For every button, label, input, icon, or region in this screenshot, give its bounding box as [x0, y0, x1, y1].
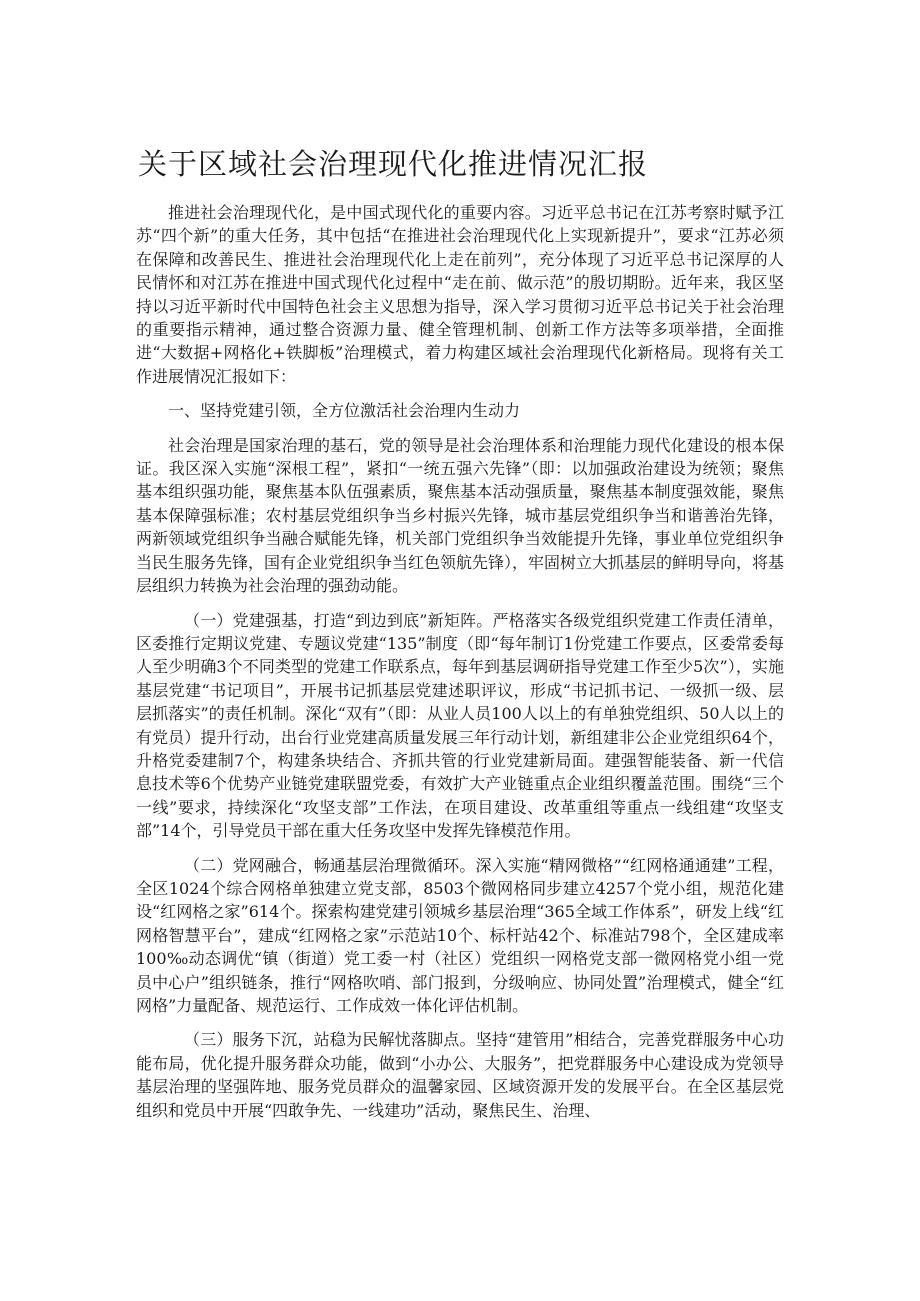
subsection-paragraph-2: （二）党网融合，畅通基层治理微循环。深入实施“精网微格”“红网格通通建”工程，全区1024个综合网格单独建立党支部，8503个微网格同步建立4257个党小组，规范化建设“红网格之家”614个。探索构建党建引领城乡基层治理“365全域工作体系”，研发上线“红网格智慧平台”，建成“红网格之家”示范站10个、标杆站42个、标准站798个，全区建成率100‰动态调优“镇（街道）党工委一村（社区）党组织一网格党支部一微网格党小组一党员中心户”组织链条，推行“网格吹哨、部门报到，分级响应、协同处置”治理模式，健全“红网格”力量配备、规范运行、工作成效一体化评估机制。: [136, 855, 784, 1015]
section-heading: 一、坚持党建引领，全方位激活社会治理内生动力: [168, 401, 521, 421]
document-body: [136, 201, 784, 1122]
document-title: 关于区域社会治理现代化推进情况汇报: [138, 147, 649, 181]
intro-paragraph: 推进社会治理现代化，是中国式现代化的重要内容。习近平总书记在江苏考察时赋予江苏“四个新”的重大任务，其中包括“在推进社会治理现代化上实现新提升”，要求“江苏必须在保障和改善民生、推进社会治理现代化上走在前列”，充分体现了习近平总书记深厚的人民情怀和对江苏在推进中国式现代化过程中“走在前、做示范”的殷切期盼。近年来，我区坚持以习近平新时代中国特色社会主义思想为指导，深入学习贯彻习近平总书记关于社会治理的重要指示精神，通过整合资源力量、健全管理机制、创新工作方法等多项举措，全面推进“大数据+网格化+铁脚板”治理模式，着力构建区域社会治理现代化新格局。现将有关工作进展情况汇报如下：: [136, 203, 784, 386]
section-paragraph: 社会治理是国家治理的基石，党的领导是社会治理体系和治理能力现代化建设的根本保证。我区深入实施“深根工程”，紧扣“一统五强六先锋”（即：以加强政治建设为统领；聚焦基本组织强功能，聚焦基本队伍强素质，聚焦基本活动强质量，聚焦基本制度强效能，聚焦基本保障强标准；农村基层党组织争当乡村振兴先锋，城市基层党组织争当和谐善治先锋，两新领域党组织争当融合赋能先锋，机关部门党组织争当效能提升先锋，事业单位党组织争当民生服务先锋，国有企业党组织争当红色领航先锋），牢固树立大抓基层的鲜明导向，将基层组织力转换为社会治理的强劲动能。: [136, 435, 785, 596]
subsection-paragraph-1: （一）党建强基，打造“到边到底”新矩阵。严格落实各级党组织党建工作责任清单，区委推行定期议党建、专题议党建“135”制度（即“每年制订1份党建工作要点，区委常委每人至少明确3个不同类型的党建工作联系点，每年到基层调研指导党建工作至少5次”），实施基层党建“书记项目”，开展书记抓基层党建述职评议，形成“书记抓书记、一级抓一级、层层抓落实”的责任机制。深化“双有”（即：从业人员100人以上的有单独党组织、50人以上的有党员）提升行动，出台行业党建高质量发展三年行动计划，新组建非公企业党组织64个，升格党委建制7个，构建条块结合、齐抓共管的行业党建新局面。建强智能装备、新一代信息技术等6个优势产业链党建联盟党委，有效扩大产业链重点企业组织覆盖范围。围绕“三个一线”要求，持续深化“攻坚支部”工作法，在项目建设、改革重组等重点一线组建“攻坚支部”14个，引导党员干部在重大任务攻坚中发挥先锋模范作用。: [136, 610, 784, 841]
subsection-paragraph-3: （三）服务下沉，站稳为民解忧落脚点。坚持“建管用”相结合，完善党群服务中心功能布局，优化提升服务群众功能，做到“小办公、大服务”，把党群服务中心建设成为党领导基层治理的坚强阵地、服务党员群众的温馨家园、区域资源开发的发展平台。在全区基层党组织和党员中开展“四敢争先、一线建功”活动，聚焦民生、治理、: [136, 1030, 784, 1120]
